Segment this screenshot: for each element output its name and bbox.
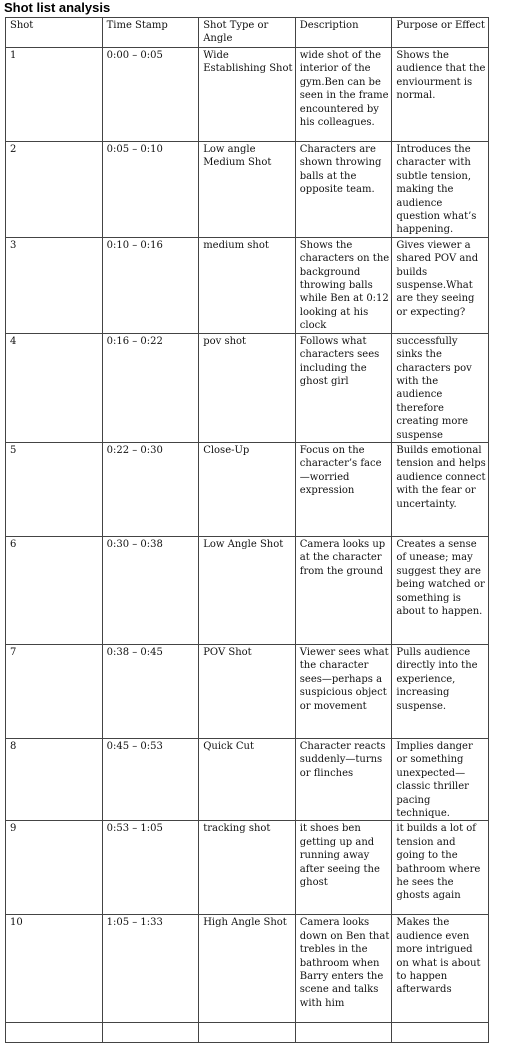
- cell-type: tracking shot: [199, 821, 296, 915]
- header-shot: Shot: [6, 18, 103, 48]
- cell-description: Shows the characters on the background throwing balls while Ben at 0:12 looking at his clock: [295, 237, 392, 333]
- cell-time: 0:22 – 0:30: [102, 442, 199, 536]
- table-header-row: [6, 18, 489, 48]
- empty-cell: [392, 1023, 489, 1043]
- cell-purpose: successfully sinks the characters pov with the audience therefore creating more suspense: [392, 333, 489, 442]
- cell-time: 0:38 – 0:45: [102, 644, 199, 738]
- cell-description: Follows what characters sees including the ghost girl: [295, 333, 392, 442]
- cell-description: Camera looks down on Ben that trebles in the bathroom when Barry enters the scene and talks with him: [295, 915, 392, 1023]
- cell-purpose: Introduces the character with subtle tension, making the audience question what’s happening.: [392, 142, 489, 238]
- cell-type: pov shot: [199, 333, 296, 442]
- cell-shot: 3: [6, 237, 103, 333]
- header-description: Description: [295, 18, 392, 48]
- cell-description: Viewer sees what the character sees—perhaps a suspicious object or movement: [295, 644, 392, 738]
- cell-purpose: it builds a lot of tension and going to the bathroom where he sees the ghosts again: [392, 821, 489, 915]
- cell-description: Camera looks up at the character from the ground: [295, 536, 392, 644]
- cell-type: POV Shot: [199, 644, 296, 738]
- cell-purpose: Gives viewer a shared POV and builds suspense.What are they seeing or expecting?: [392, 237, 489, 333]
- cell-type: Low angle Medium Shot: [199, 142, 296, 238]
- cell-time: 1:05 – 1:33: [102, 915, 199, 1023]
- cell-purpose: Makes the audience even more intrigued on what is about to happen afterwards: [392, 915, 489, 1023]
- cell-time: 0:16 – 0:22: [102, 333, 199, 442]
- cell-purpose: Shows the audience that the enviourment is normal.: [392, 48, 489, 142]
- cell-type: High Angle Shot: [199, 915, 296, 1023]
- cell-shot: 5: [6, 442, 103, 536]
- empty-cell: [6, 1023, 103, 1043]
- cell-description: Focus on the character’s face—worried expression: [295, 442, 392, 536]
- table-row: [6, 644, 489, 738]
- cell-time: 0:45 – 0:53: [102, 738, 199, 820]
- empty-cell: [295, 1023, 392, 1043]
- page-title: Shot list analysis: [4, 0, 111, 15]
- table-row: [6, 915, 489, 1023]
- header-time-stamp: Time Stamp: [102, 18, 199, 48]
- table-row: [6, 237, 489, 333]
- cell-shot: 1: [6, 48, 103, 142]
- cell-time: 0:00 – 0:05: [102, 48, 199, 142]
- cell-description: Character reacts suddenly—turns or flinches: [295, 738, 392, 820]
- empty-cell: [199, 1023, 296, 1043]
- cell-type: Low Angle Shot: [199, 536, 296, 644]
- cell-shot: 8: [6, 738, 103, 820]
- cell-purpose: Pulls audience directly into the experience, increasing suspense.: [392, 644, 489, 738]
- cell-description: wide shot of the interior of the gym.Ben can be seen in the frame encountered by his colleagues.: [295, 48, 392, 142]
- cell-time: 0:30 – 0:38: [102, 536, 199, 644]
- cell-purpose: Implies danger or something unexpected—classic thriller pacing technique.: [392, 738, 489, 820]
- table-row: [6, 536, 489, 644]
- empty-cell: [102, 1023, 199, 1043]
- table-row: [6, 442, 489, 536]
- cell-description: it shoes ben getting up and running away after seeing the ghost: [295, 821, 392, 915]
- cell-shot: 2: [6, 142, 103, 238]
- cell-time: 0:10 – 0:16: [102, 237, 199, 333]
- cell-shot: 9: [6, 821, 103, 915]
- table-row: [6, 333, 489, 442]
- cell-shot: 4: [6, 333, 103, 442]
- table-row: [6, 738, 489, 820]
- cell-type: Wide Establishing Shot: [199, 48, 296, 142]
- cell-time: 0:53 – 1:05: [102, 821, 199, 915]
- table-row: [6, 142, 489, 238]
- shot-list-table: [5, 17, 489, 1043]
- header-shot-type: Shot Type or Angle: [199, 18, 296, 48]
- cell-shot: 10: [6, 915, 103, 1023]
- cell-time: 0:05 – 0:10: [102, 142, 199, 238]
- table-row-empty: [6, 1023, 489, 1043]
- cell-type: medium shot: [199, 237, 296, 333]
- cell-shot: 6: [6, 536, 103, 644]
- cell-type: Quick Cut: [199, 738, 296, 820]
- cell-shot: 7: [6, 644, 103, 738]
- cell-purpose: Builds emotional tension and helps audience connect with the fear or uncertainty.: [392, 442, 489, 536]
- table-row: [6, 48, 489, 142]
- cell-type: Close-Up: [199, 442, 296, 536]
- cell-description: Characters are shown throwing balls at the opposite team.: [295, 142, 392, 238]
- table-row: [6, 821, 489, 915]
- header-purpose: Purpose or Effect: [392, 18, 489, 48]
- cell-purpose: Creates a sense of unease; may suggest they are being watched or something is about to happen.: [392, 536, 489, 644]
